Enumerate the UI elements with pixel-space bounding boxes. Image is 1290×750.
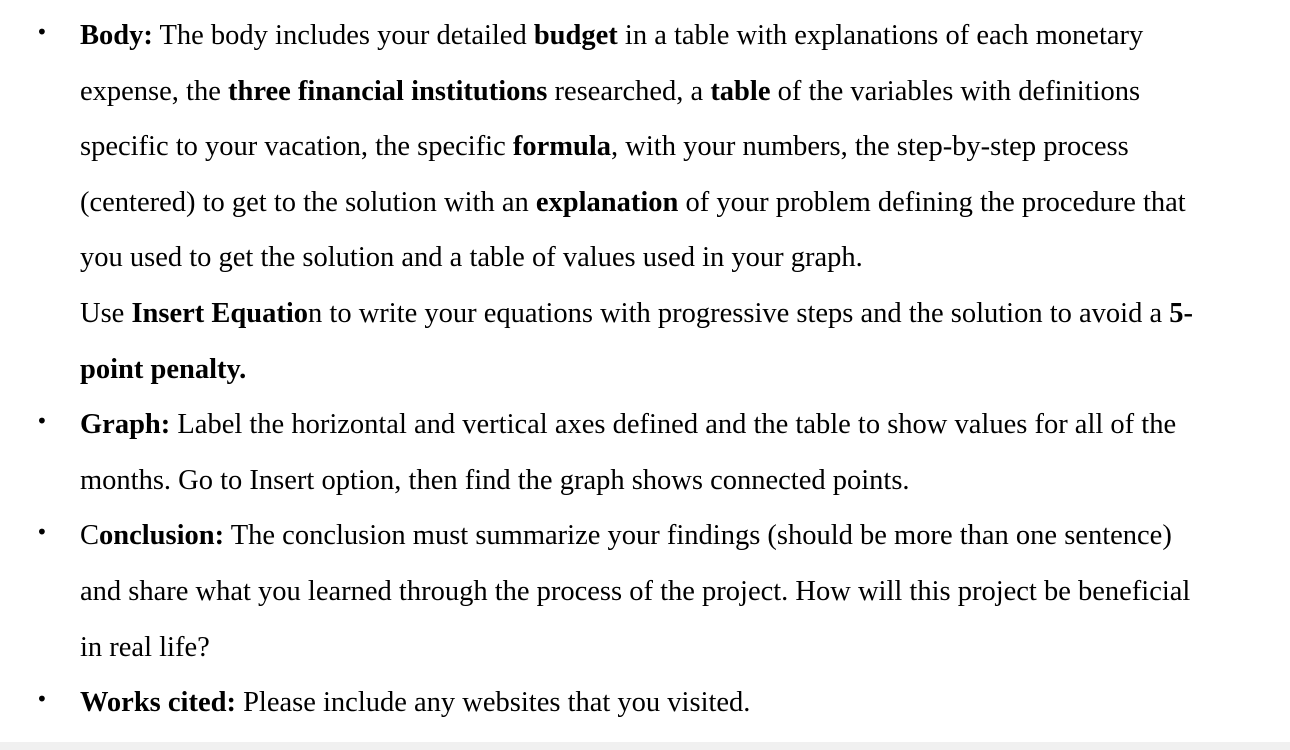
bold-text-run: Graph: (80, 409, 171, 441)
text-line (80, 64, 1255, 120)
bold-text-run: explanation (535, 186, 679, 218)
text-run: specific to your vacation, the specific (80, 131, 513, 163)
text-line (80, 620, 1255, 676)
text-run: and share what you learned through the process of the project. How will this project be beneficial (80, 575, 1191, 607)
text-line (80, 675, 1255, 731)
text-run: Use (80, 297, 132, 329)
text-run: months. Go to Insert option, then find the graph shows connected points. (80, 464, 910, 496)
text-run: C (80, 520, 100, 552)
bold-text-run: 5- (1169, 297, 1193, 329)
text-line (80, 453, 1255, 509)
text-line (80, 342, 1255, 398)
bold-text-run: onclusion: (99, 520, 225, 552)
text-run: you used to get the solution and a table of values used in your graph. (80, 242, 863, 274)
bold-text-run: Works cited: (80, 687, 236, 719)
bold-text-run: point penalty. (80, 353, 247, 385)
bold-text-run: formula (512, 131, 612, 163)
text-line (80, 564, 1255, 620)
text-line (80, 175, 1255, 231)
bold-text-run: budget (533, 20, 618, 51)
bold-text-run: Insert Equatio (131, 297, 309, 329)
text-run: in a table with explanations of each monetary (617, 20, 1144, 51)
text-run: expense, the (80, 75, 228, 107)
bullet-icon: • (36, 20, 48, 44)
text-line (80, 508, 1255, 564)
text-line (80, 230, 1255, 286)
text-line (80, 397, 1255, 453)
bold-text-run: table (710, 75, 771, 107)
text-line (80, 286, 1255, 342)
text-run: (centered) to get to the solution with an (80, 186, 536, 218)
text-run: The conclusion must summarize your findings (should be more than one sentence) (224, 520, 1172, 552)
bullet-icon: • (36, 520, 48, 545)
bullet-icon: • (36, 409, 48, 434)
bold-text-run: three financial institutions (227, 75, 548, 107)
text-run: Please include any websites that you visited. (235, 687, 751, 719)
text-run: , with your numbers, the step-by-step process (611, 131, 1129, 163)
text-run: Label the horizontal and vertical axes defined and the table to show values for all of the (170, 409, 1177, 441)
bullet-item-conclusion (0, 508, 1255, 675)
bullet-item-body (0, 8, 1255, 397)
text-line (80, 119, 1255, 175)
text-run: researched, a (547, 75, 711, 107)
page-bottom-edge (0, 742, 1290, 750)
bullet-item-graph (0, 397, 1255, 508)
text-run: in real life? (80, 631, 210, 663)
bold-text-run: Body: (80, 20, 153, 51)
text-run: of the variables with definitions (770, 75, 1141, 107)
text-run: of your problem defining the procedure that (678, 186, 1186, 218)
text-line (80, 8, 1255, 64)
text-run: n to write your equations with progressive steps and the solution to avoid a (308, 297, 1170, 329)
bullet-icon: • (36, 687, 48, 712)
text-run: The body includes your detailed (152, 20, 534, 51)
bullet-item-works-cited (0, 675, 1255, 731)
